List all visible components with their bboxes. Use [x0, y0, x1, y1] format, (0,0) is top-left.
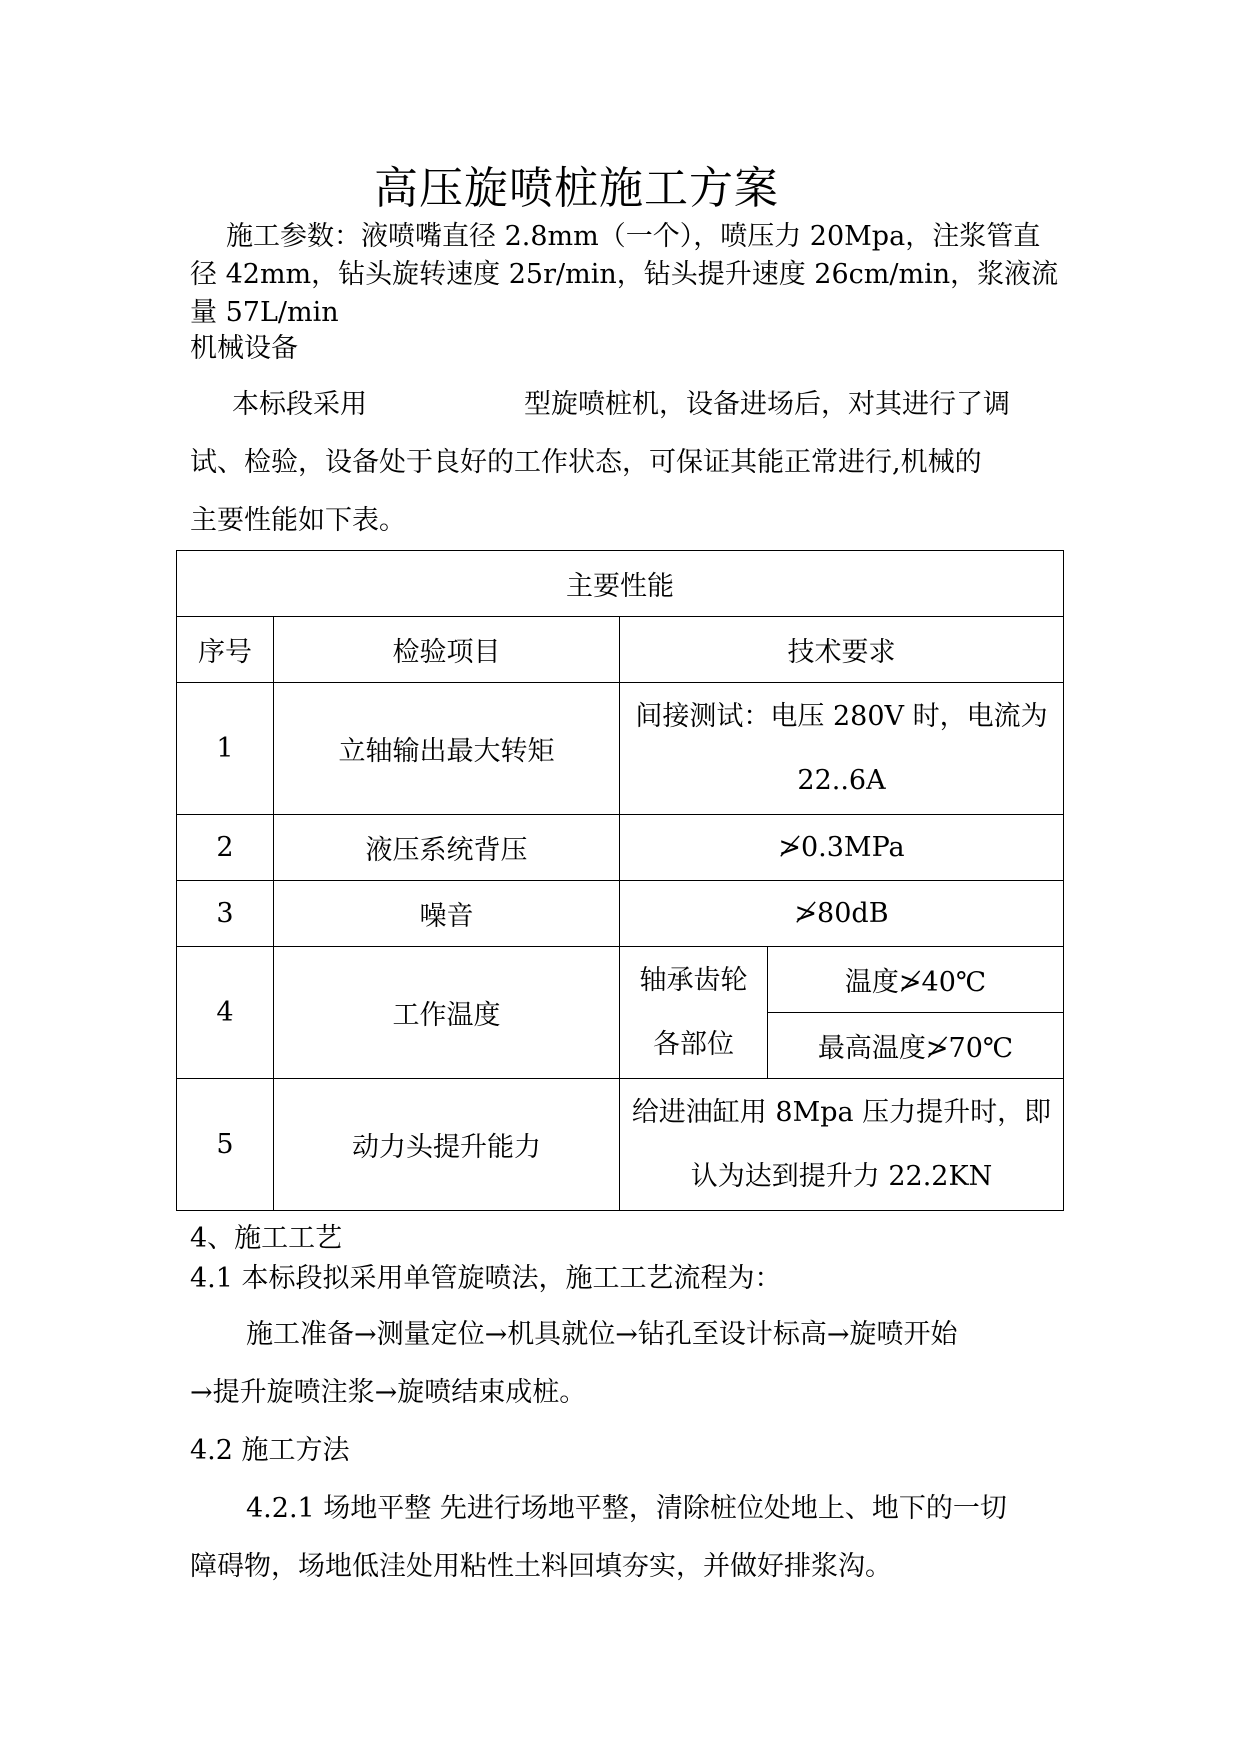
row-requirement	[620, 683, 1064, 815]
row-no: 5	[177, 1079, 274, 1211]
requirement-line: 给进油缸用 8Mpa 压力提升时，即	[631, 1096, 1052, 1128]
equipment-para-start: 本标段采用	[232, 389, 367, 420]
header-no: 序号	[177, 617, 274, 683]
process-flow-line-1: 施工准备→测量定位→机具就位→钻孔至设计标高→旋喷开始	[246, 1319, 958, 1350]
row-item: 液压系统背压	[274, 815, 620, 881]
document-title: 高压旋喷桩施工方案	[374, 163, 779, 214]
params-line-1: 施工参数：液喷嘴直径 2.8mm（一个），喷压力 20Mpa，注浆管直	[226, 221, 1041, 252]
row-part	[620, 947, 768, 1079]
params-line-2: 径 42mm，钻头旋转速度 25r/min，钻头提升速度 26cm/min，浆液流	[190, 259, 1059, 290]
equipment-para-line-1: 型旋喷桩机，设备进场后，对其进行了调	[524, 389, 1010, 420]
table-row	[177, 683, 1064, 815]
row-requirement: ≯80dB	[620, 881, 1064, 947]
equipment-heading: 机械设备	[190, 333, 298, 364]
header-requirement: 技术要求	[620, 617, 1064, 683]
row-item: 立轴输出最大转矩	[274, 683, 620, 815]
equipment-para-line-2: 试、检验，设备处于良好的工作状态，可保证其能正常进行,机械的	[190, 447, 982, 478]
process-4-2-1-line-1: 4.2.1 场地平整 先进行场地平整，清除桩位处地上、地下的一切	[246, 1493, 1007, 1524]
row-no: 2	[177, 815, 274, 881]
process-heading: 4、施工工艺	[190, 1223, 343, 1254]
process-4-2-1-line-2: 障碍物，场地低洼处用粘性土料回填夯实，并做好排浆沟。	[190, 1551, 892, 1582]
row-no: 1	[177, 683, 274, 815]
table-row	[177, 947, 1064, 1013]
process-4-2: 4.2 施工方法	[190, 1435, 350, 1466]
table-row	[177, 815, 1064, 881]
requirement-line: 认为达到提升力 22.2KN	[690, 1160, 993, 1192]
row-no: 4	[177, 947, 274, 1079]
table-caption: 主要性能	[177, 551, 1064, 617]
process-4-1: 4.1 本标段拟采用单管旋喷法，施工工艺流程为：	[190, 1263, 782, 1294]
header-item: 检验项目	[274, 617, 620, 683]
row-sub-requirement: 温度≯40℃	[768, 947, 1064, 1013]
row-item: 噪音	[274, 881, 620, 947]
row-requirement: ≯0.3MPa	[620, 815, 1064, 881]
performance-table	[176, 550, 1064, 1211]
part-line: 轴承齿轮	[639, 964, 748, 996]
params-line-3: 量 57L/min	[190, 297, 339, 328]
row-requirement	[620, 1079, 1064, 1211]
row-sub-requirement: 最高温度≯70℃	[768, 1013, 1064, 1079]
table-header-row	[177, 617, 1064, 683]
requirement-line: 间接测试：电压 280V 时，电流为	[635, 700, 1048, 732]
row-no: 3	[177, 881, 274, 947]
table-row	[177, 1079, 1064, 1211]
requirement-line: 22..6A	[797, 764, 886, 796]
process-flow-line-2: →提升旋喷注浆→旋喷结束成桩。	[190, 1377, 587, 1408]
row-item: 动力头提升能力	[274, 1079, 620, 1211]
part-line: 各部位	[653, 1028, 734, 1060]
row-item: 工作温度	[274, 947, 620, 1079]
table-row	[177, 881, 1064, 947]
equipment-para-line-3: 主要性能如下表。	[190, 505, 406, 536]
